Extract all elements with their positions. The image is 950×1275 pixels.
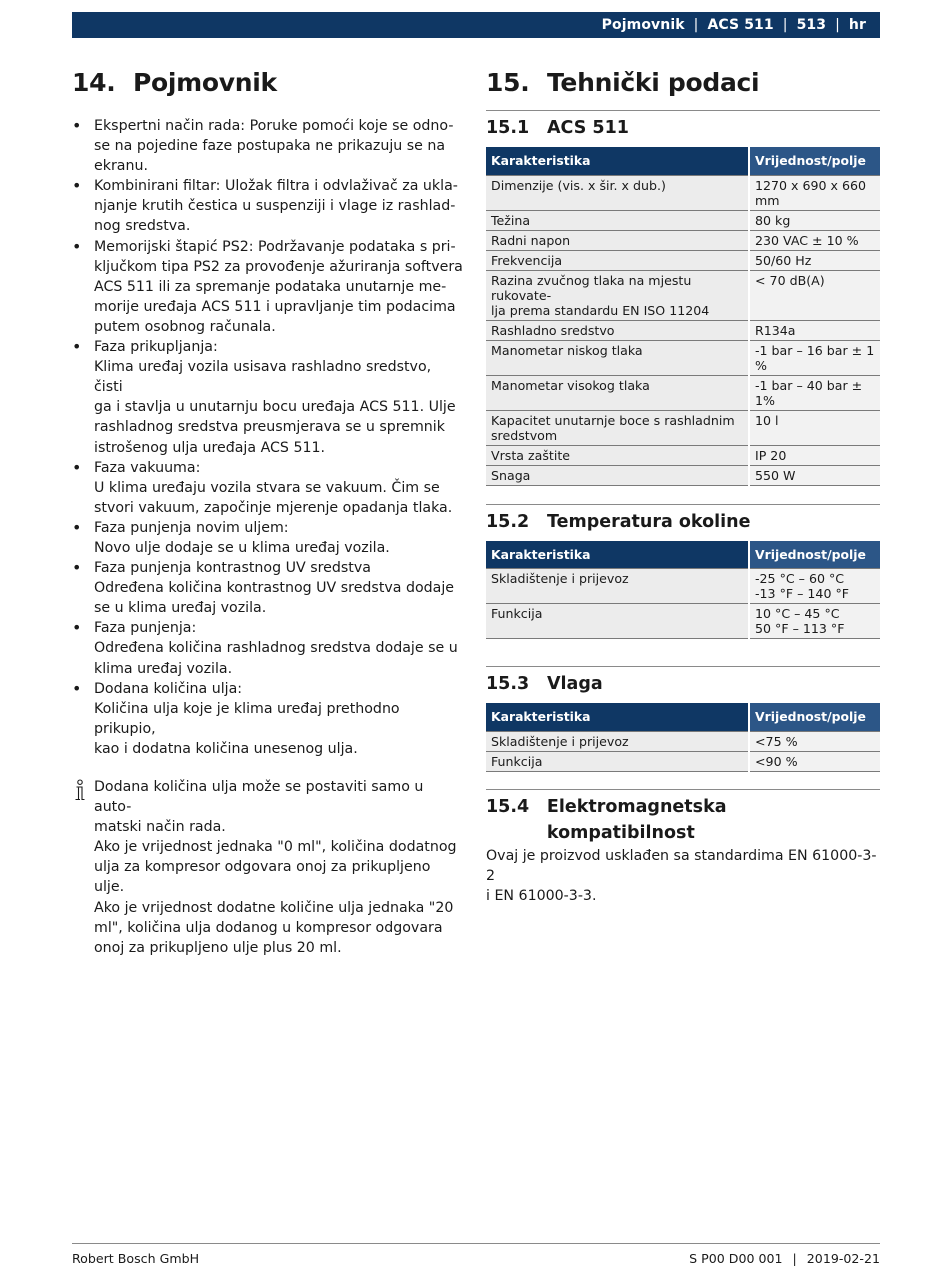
header-separator: | [693,17,699,33]
emc-title: Elektromagnetska kompatibilnost [546,796,727,843]
text-line: 10 l [755,412,779,428]
table-row [486,751,880,771]
tech-data-section [486,66,880,906]
cell-characteristic [486,320,749,340]
tech-title: Tehnički podaci [547,68,760,97]
text-line: -1 bar – 40 bar ± 1% [755,377,863,408]
table-header-value: Vrijednost/polje [749,147,880,175]
table-header-value: Vrijednost/polje [749,541,880,569]
text-line: 550 W [755,467,796,483]
text-line: -13 °F – 140 °F [755,586,849,601]
cell-value [749,751,880,771]
footer-divider [72,1243,880,1244]
table-row [486,465,880,485]
cell-characteristic [486,604,749,639]
section-divider [486,504,880,505]
glossary-number: 14. [72,68,116,97]
text-line: matski način rada. [94,819,226,836]
footer-separator: | [792,1251,797,1266]
text-line: ulja za kompresor odgovara onoj za prikupljeno ulje. [94,859,431,896]
humidity-spec-table [486,703,880,772]
cell-characteristic [486,569,749,604]
table-row [486,731,880,751]
section-divider [486,789,880,790]
text-line: Rashladno sredstvo [491,322,615,338]
text-line: putem osobnog računala. [94,318,276,335]
text-line: • Dodana količina ulja: [94,680,243,697]
text-line: ključkom tipa PS2 za provođenje ažuriranja softvera [94,258,463,275]
text-line: Razina zvučnog tlaka na mjestu rukovate- [491,272,692,303]
text-line: 50/60 Hz [755,252,812,268]
text-line: morije uređaja ACS 511 i upravljanje tim podacima [94,298,456,315]
text-line: -1 bar – 16 bar ± 1 % [755,342,875,373]
humidity-title: Vlaga [547,674,603,694]
acs-number: 15.1 [486,118,530,138]
acs-subheading [486,115,880,141]
table-row [486,569,880,604]
humidity-subheading [486,671,880,697]
text-line: istrošenog ulja uređaja ACS 511. [94,439,326,456]
text-line: stvori vakuum, započinje mjerenje opadanja tlaka. [94,499,453,516]
text-line: 80 kg [755,212,791,228]
text-line: rashladnog sredstva preusmjerava se u spremnik [94,419,445,436]
text-line: se u klima uređaj vozila. [94,600,267,617]
humidity-number: 15.3 [486,674,530,694]
text-line: Radni napon [491,232,571,248]
tech-heading [486,66,880,100]
cell-value [749,230,880,250]
text-line: lja prema standardu EN ISO 11204 [491,302,710,318]
text-line: i EN 61000-3-3. [486,887,597,904]
text-line: Dimenzije (vis. x šir. x dub.) [491,177,666,193]
text-line: ekranu. [94,158,148,175]
temp-title: Temperatura okoline [547,511,751,532]
header-product: ACS 511 [707,17,774,33]
table-row [486,604,880,639]
text-line: Dodana količina ulja može se postaviti samo u auto- [94,779,424,816]
table-row [486,445,880,465]
table-row [486,375,880,410]
glossary-item [72,618,464,678]
text-line: njanje krutih čestica u suspenziji i vlage iz rashlad- [94,198,456,215]
text-line: < 70 dB(A) [755,272,825,288]
text-line: ACS 511 ili za spremanje podataka unutarnje me- [94,278,447,295]
text-line: 50 °F – 113 °F [755,621,845,636]
table-header-characteristic: Karakteristika [486,541,749,569]
acs-spec-table [486,147,880,486]
emc-subheading [486,794,880,846]
cell-characteristic [486,731,749,751]
text-line: Ako je vrijednost dodatne količine ulja jednaka "20 [94,899,454,916]
text-line: Količina ulja koje je klima uređaj prethodno prikupio, [94,700,400,737]
cell-characteristic [486,175,749,210]
text-line: Skladištenje i prijevoz [491,571,629,586]
glossary-item [72,237,464,337]
text-line: <75 % [755,733,798,749]
cell-value [749,731,880,751]
text-line: Skladištenje i prijevoz [491,733,629,749]
info-note-text [94,777,464,958]
emc-text [486,846,880,906]
cell-value [749,569,880,604]
temp-spec-table [486,541,880,640]
text-line: Određena količina rashladnog sredstva dodaje se u [94,640,458,657]
cell-value [749,410,880,445]
text-line: Snaga [491,467,531,483]
text-line: 230 VAC ± 10 % [755,232,859,248]
text-line: • Faza punjenja kontrastnog UV sredstva [94,560,371,577]
cell-characteristic [486,445,749,465]
header-separator: | [782,17,788,33]
text-line: • Faza vakuuma: [94,459,201,476]
cell-characteristic [486,210,749,230]
header-bar [72,12,880,38]
info-icon [72,779,88,803]
cell-characteristic [486,465,749,485]
text-line: IP 20 [755,447,787,463]
glossary-item [72,458,464,518]
text-line: onoj za prikupljeno ulje plus 20 ml. [94,939,342,956]
text-line: U klima uređaju vozila stvara se vakuum. Čim se [94,479,440,496]
glossary-title: Pojmovnik [133,68,277,97]
text-line: Ovaj je proizvod usklađen sa standardima EN 61000-3-2 [486,847,877,884]
cell-characteristic [486,410,749,445]
text-line: 1270 x 690 x 660 mm [755,177,867,208]
cell-value [749,340,880,375]
text-line: Funkcija [491,606,543,621]
temp-number: 15.2 [486,511,530,532]
table-row [486,410,880,445]
cell-value [749,175,880,210]
cell-characteristic [486,340,749,375]
cell-characteristic [486,375,749,410]
cell-characteristic [486,270,749,320]
text-line: Vrsta zaštite [491,447,571,463]
table-header-value: Vrijednost/polje [749,703,880,731]
header-page-number: 513 [796,17,827,33]
temp-subheading [486,509,880,535]
cell-value [749,375,880,410]
table-row [486,270,880,320]
glossary-list [72,116,464,759]
text-line: Kapacitet unutarnje boce s rashladnim [491,412,735,428]
table-header-characteristic: Karakteristika [486,147,749,175]
text-line: Određena količina kontrastnog UV sredstva dodaje [94,580,455,597]
cell-value [749,445,880,465]
glossary-item [72,176,464,236]
text-line: kao i dodatna količina unesenog ulja. [94,740,358,757]
text-line: Manometar niskog tlaka [491,342,643,358]
glossary-item [72,116,464,176]
glossary-section [72,66,464,958]
table-row [486,210,880,230]
info-note [72,777,464,958]
text-line: Funkcija [491,753,543,769]
glossary-item [72,337,464,458]
table-row [486,320,880,340]
table-row [486,175,880,210]
cell-value [749,465,880,485]
cell-characteristic [486,250,749,270]
header-section: Pojmovnik [601,17,685,33]
text-line: • Faza punjenja: [94,620,197,637]
text-line: 10 °C – 45 °C [755,606,840,621]
text-line: klima uređaj vozila. [94,660,233,677]
text-line: Novo ulje dodaje se u klima uređaj vozila. [94,539,390,556]
text-line: • Faza prikupljanja: [94,339,218,356]
text-line: -25 °C – 60 °C [755,571,845,586]
footer-company: Robert Bosch GmbH [72,1251,200,1266]
acs-title: ACS 511 [547,118,629,138]
cell-characteristic [486,230,749,250]
section-divider [486,666,880,667]
table-row [486,340,880,375]
cell-value [749,604,880,639]
cell-value [749,270,880,320]
cell-characteristic [486,751,749,771]
text-line: • Memorijski štapić PS2: Podržavanje podataka s pri- [94,238,456,255]
table-row [486,230,880,250]
text-line: sredstvom [491,427,558,443]
text-line: Ako je vrijednost jednaka "0 ml", količina dodatnog [94,839,457,856]
glossary-heading [72,66,464,100]
text-line: <90 % [755,753,798,769]
cell-value [749,210,880,230]
tech-number: 15. [486,68,530,97]
text-line: Klima uređaj vozila usisava rashladno sredstvo, čisti [94,359,432,396]
header-language: hr [848,17,866,33]
text-line: • Kombinirani filtar: Uložak filtra i odvlaživač za ukla- [94,178,458,195]
glossary-item [72,518,464,558]
text-line: Manometar visokog tlaka [491,377,650,393]
cell-value [749,320,880,340]
text-line: ga i stavlja u unutarnju bocu uređaja ACS 511. Ulje [94,399,456,416]
glossary-item [72,558,464,618]
emc-number: 15.4 [486,796,530,817]
text-line: nog sredstva. [94,218,191,235]
cell-value [749,250,880,270]
section-divider [486,110,880,111]
footer-date: 2019-02-21 [806,1251,880,1266]
text-line: se na pojedine faze postupaka ne prikazuju se na [94,138,446,155]
footer-doc-code: S P00 D00 001 [689,1251,783,1266]
text-line: • Ekspertni način rada: Poruke pomoći koje se odno- [94,118,454,134]
text-line: Frekvencija [491,252,563,268]
footer-meta [689,1251,880,1266]
text-line: ml", količina ulja dodanog u kompresor odgovara [94,919,443,936]
text-line: • Faza punjenja novim uljem: [94,519,289,536]
table-row [486,250,880,270]
header-separator: | [835,17,840,33]
table-header-characteristic: Karakteristika [486,703,749,731]
text-line: Težina [491,212,531,228]
text-line: R134a [755,322,796,338]
glossary-item [72,679,464,759]
